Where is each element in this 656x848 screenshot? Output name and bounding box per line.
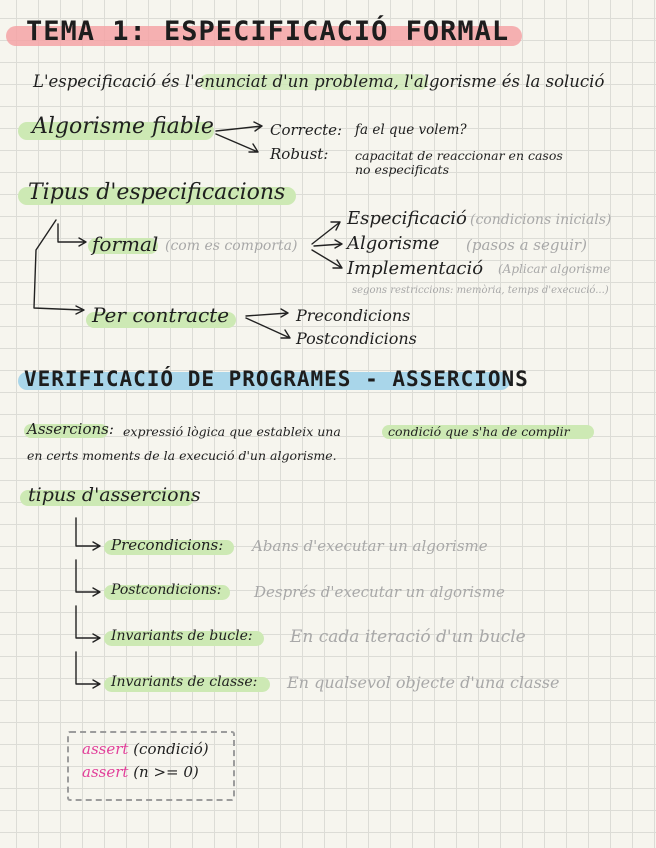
formal-label: formal	[92, 232, 159, 256]
asercio-desc: En qualsevol objecte d'una classe	[287, 673, 560, 692]
especificacio-label: Especificació	[347, 208, 467, 229]
tipus-especificacions-heading: Tipus d'especificacions	[28, 180, 286, 205]
postcondicions-label: Postcondicions	[296, 329, 417, 348]
correcte-label: Correcte:	[270, 121, 343, 139]
arrow-to-implementacio	[312, 250, 342, 268]
robust-text-1: capacitat de reaccionar en casos	[355, 148, 563, 163]
algorisme-note: (pasos a seguir)	[466, 236, 587, 254]
assercions-tree-3	[76, 606, 100, 642]
formal-note: (com es comporta)	[165, 238, 298, 254]
especificacio-note: (condicions inicials)	[470, 212, 612, 228]
implementacio-note-1: (Aplicar algorisme	[498, 262, 611, 276]
code-arg: (n >= 0)	[133, 763, 199, 781]
asercio-label: Precondicions:	[111, 536, 224, 554]
asercio-desc: En cada iteració d'un bucle	[290, 627, 526, 647]
algorisme-fiable-label: Algorisme fiable	[32, 114, 214, 139]
page-title: TEMA 1: ESPECIFICACIÓ FORMAL	[26, 16, 510, 47]
intro-text: L'especificació és l'enunciat d'un problema, l'algorisme és la solució	[33, 72, 605, 91]
assert-keyword: assert	[82, 763, 129, 781]
assercions-tree-1	[76, 518, 100, 550]
implementacio-note-2: segons restriccions: memòria, temps d'execució...)	[352, 285, 609, 296]
arrow-to-precondicions	[246, 309, 288, 317]
assercions-text-1a: expressió lògica que estableix una	[123, 424, 341, 439]
arrow-to-postcondicions	[246, 318, 290, 338]
arrow-to-robust	[216, 134, 258, 152]
assercions-text-2: en certs moments de la execució d'un algorisme.	[27, 448, 337, 463]
arrow-to-correcte	[216, 122, 262, 131]
robust-label: Robust:	[270, 145, 329, 163]
assercions-tree-2	[76, 560, 100, 596]
asercio-desc: Abans d'executar un algorisme	[252, 537, 488, 555]
asercio-desc: Després d'executar un algorisme	[254, 583, 505, 601]
assercions-tree-4	[76, 652, 100, 688]
code-arg: (condició)	[133, 740, 209, 758]
robust-text-2: no especificats	[355, 162, 449, 177]
tipus-assercions-heading: tipus d'assercions	[28, 484, 201, 506]
assert-keyword: assert	[82, 740, 129, 758]
correcte-text: fa el que volem?	[355, 122, 467, 138]
asercio-label: Invariants de classe:	[111, 674, 258, 690]
implementacio-label: Implementació	[347, 258, 484, 279]
arrow-to-formal	[58, 224, 86, 246]
arrow-to-algorisme	[314, 240, 342, 248]
section2-title: VERIFICACIÓ DE PROGRAMES - ASSERCIONS	[24, 367, 529, 391]
assercions-text-1b: condició que s'ha de complir	[388, 424, 570, 439]
per-contracte-label: Per contracte	[92, 303, 230, 327]
precondicions-label: Precondicions	[296, 306, 411, 325]
assercions-label: Assercions:	[27, 420, 114, 438]
asercio-label: Postcondicions:	[111, 582, 222, 598]
asercio-label: Invariants de bucle:	[111, 628, 253, 644]
algorisme-label: Algorisme	[347, 233, 440, 254]
